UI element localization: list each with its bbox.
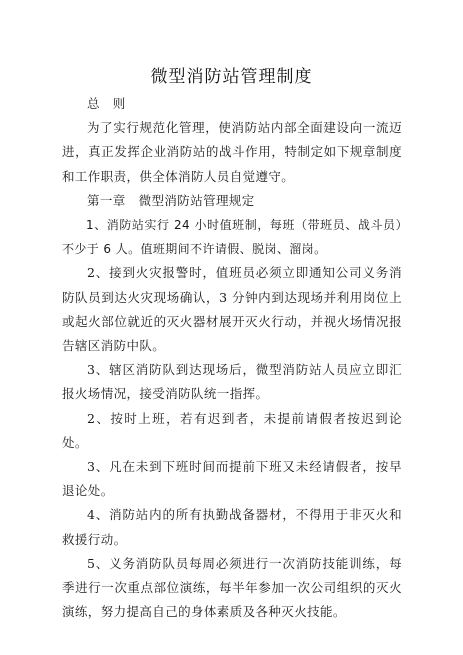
rule-item: 3、辖区消防队到达现场后，微型消防站人员应立即汇报火场情况，接受消防队统一指挥。	[62, 362, 402, 402]
rule-item: 4、消防站内的所有执勤战备器材，不得用于非灭火和救援行动。	[62, 507, 402, 547]
chapter-heading: 第一章 微型消防站管理规定	[87, 192, 255, 208]
rule-item: 5、义务消防队员每周必须进行一次消防技能训练，每季进行一次重点部位演练，每半年参加一次公司组织的灭火演练，努力提高自己的身体素质及各种灭火技能。	[62, 555, 402, 620]
document-body	[62, 92, 402, 624]
document-title: 微型消防站管理制度	[150, 67, 313, 87]
general-heading: 总 则	[87, 96, 126, 111]
rule-item: 1、消防站实行 24 小时值班制，每班（带班员、战斗员）不少于 6 人。值班期间不许请假、脱岗、溜岗。	[62, 218, 402, 257]
general-paragraph: 为了实行规范化管理，使消防站内部全面建设向一流迈进，真正发挥企业消防站的战斗作用，特制定如下规章制度和工作职责，供全体消防人员自觉遵守。	[62, 120, 402, 184]
rule-item: 2、按时上班，若有迟到者，未提前请假者按迟到论处。	[62, 410, 402, 450]
rule-item: 2、接到火灾报警时，值班员必须立即通知公司义务消防队员到达火灾现场确认，3 分钟内到达现场并利用岗位上或起火部位就近的灭火器材展开灭火行动，并视火场情况报告辖区消防中队。	[62, 265, 402, 354]
rule-item: 3、凡在未到下班时间而提前下班又未经请假者，按早退论处。	[62, 459, 402, 499]
